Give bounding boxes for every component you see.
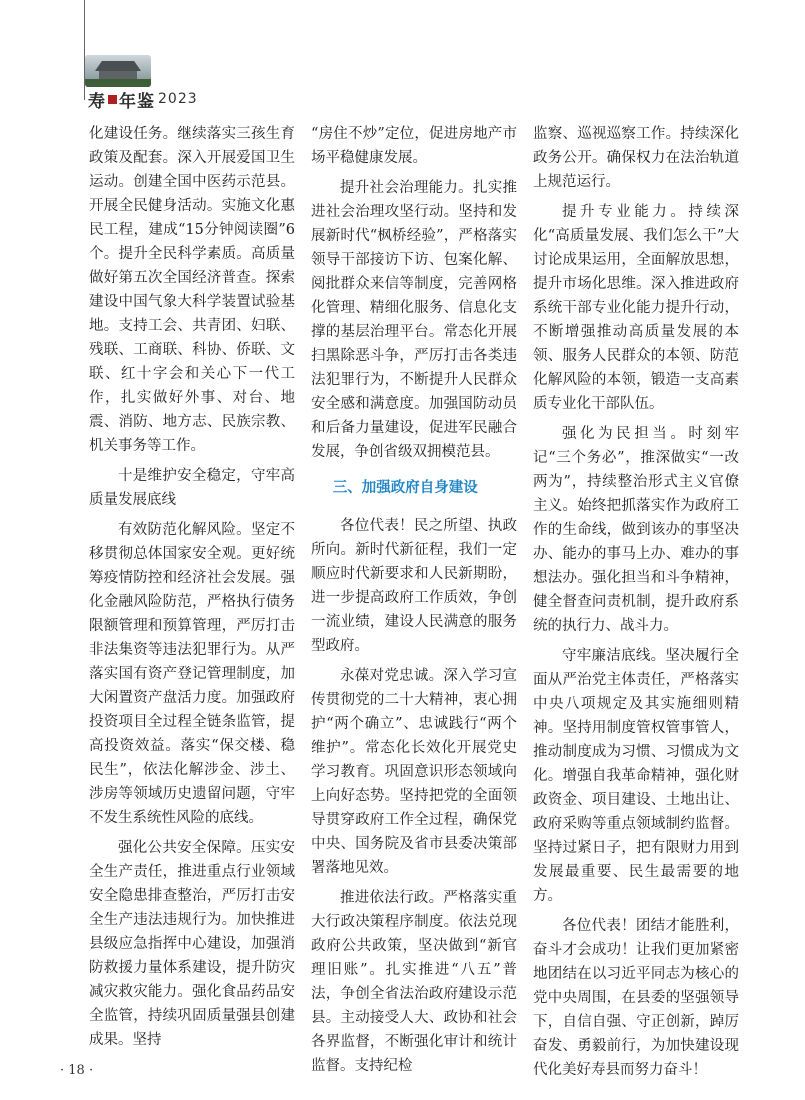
column-1 [89,122,295,1058]
title-char: 寿 [88,91,106,112]
paragraph: 监察、巡视巡察工作。持续深化政务公开。确保权力在法治轨道上规范运行。 [533,126,739,190]
page-number: · 18 · [60,1063,94,1078]
section-heading: 三、加强政府自身建设 [332,480,478,496]
paragraph: 守牢廉洁底线。坚决履行全面从严治党主体责任，严格落实中央八项规定及其实施细则精神。坚持用制度管权管事管人，推动制度成为习惯、习惯成为文化。增强自我革命精神，强化财政资金、项目建设、土地出让、政府采购等重点领域制约监督。坚持过紧日子，把有限财力用到发展最重要、民生最需要的地方。 [533,648,739,904]
paragraph: 永葆对党忠诚。深入学习宣传贯彻党的二十大精神，衷心拥护“两个确立”、忠诚践行“两个维护”。常态化长效化开展党史学习教育。巩固意识形态领域向上向好态势。坚持把党的全面领导贯穿政府工作全过程，确保党中央、国务院及省市县委决策部署落地见效。 [311,668,517,876]
paragraph: 十是维护安全稳定，守牢高质量发展底线 [89,468,295,508]
column-3 [533,122,739,1088]
paragraph: “房住不炒”定位，促进房地产市场平稳健康发展。 [311,126,517,166]
header-banner-image [85,55,151,87]
title-year: 2023 [158,91,198,107]
paragraph: 各位代表！团结才能胜利，奋斗才会成功！让我们更加紧密地团结在以习近平同志为核心的党中央周围，在县委的坚强领导下，自信自强、守正创新，踔厉奋发、勇毅前行，为加快建设现代化美好寿县而努力奋斗！ [533,918,739,1078]
title-rest: 年鉴 [119,91,155,112]
paragraph: 有效防范化解风险。坚定不移贯彻总体国家安全观。更好统筹疫情防控和经济社会发展。强化金融风险防范，严格执行债务限额管理和预算管理，严厉打击非法集资等违法犯罪行为。从严落实国有资产登记管理制度，加大闲置资产盘活力度。加强政府投资项目全过程全链条监管，提高投资效益。落实“保交楼、稳民生”，依法化解涉金、涉土、涉房等领域历史遗留问题，守牢不发生系统性风险的底线。 [89,522,295,826]
paragraph: 化建设任务。继续落实三孩生育政策及配套。深入开展爱国卫生运动。创建全国中医药示范县。开展全民健身活动。实施文化惠民工程，建成“15分钟阅读圈”6个。提升全民科学素质。高质量做好第五次全国经济普查。探索建设中国气象大科学装置试验基地。支持工会、共青团、妇联、残联、工商联、科协、侨联、文联、红十字会和关心下一代工作，扎实做好外事、对台、地震、消防、地方志、民族宗教、机关事务等工作。 [89,126,295,454]
banner-roof [95,61,141,71]
paragraph: 提升社会治理能力。扎实推进社会治理攻坚行动。坚持和发展新时代“枫桥经验”，严格落实领导干部接访下访、包案化解、阅批群众来信等制度，完善网格化管理、精细化服务、信息化支撑的基层治理平台。常态化开展扫黑除恶斗争，严厉打击各类违法犯罪行为，不断提升人民群众安全感和满意度。加强国防动员和后备力量建设，促进军民融合发展，争创省级双拥模范县。 [311,180,517,460]
paragraph: 提升专业能力。持续深化“高质量发展、我们怎么干”大讨论成果运用，全面解放思想，提升市场化思维。深入推进政府系统干部专业化能力提升行动，不断增强推动高质量发展的本领、服务人民群众的本领、防范化解风险的本领，锻造一支高素质专业化干部队伍。 [533,204,739,412]
yearbook-title [88,88,198,110]
paragraph: 各位代表！民之所望、执政所向。新时代新征程，我们一定顺应时代新要求和人民新期盼，进一步提高政府工作质效，争创一流业绩，建设人民满意的服务型政府。 [311,518,517,654]
paragraph: 推进依法行政。严格落实重大行政决策程序制度。依法兑现政府公共政策，坚决做到“新官理旧账”。扎实推进“八五”普法，争创全省法治政府建设示范县。主动接受人大、政协和社会各界监督，不断强化审计和统计监督。支持纪检 [311,890,517,1074]
seal-icon [108,95,117,104]
paragraph: 强化为民担当。时刻牢记“三个务必”，推深做实“一改两为”，持续整治形式主义官僚主义。始终把抓落实作为政府工作的生命线，做到该办的事坚决办、能办的事马上办、难办的事想法办。强化担当和斗争精神，健全督查问责机制，提升政府系统的执行力、战斗力。 [533,426,739,634]
paragraph: 强化公共安全保障。压实安全生产责任，推进重点行业领域安全隐患排查整治，严厉打击安全生产违法违规行为。加快推进县级应急指挥中心建设，加强消防救援力量体系建设，提升防灾减灾救灾能力。强化食品药品安全监管，持续巩固质量强县创建成果。坚持 [89,840,295,1048]
column-2 [311,122,517,1084]
